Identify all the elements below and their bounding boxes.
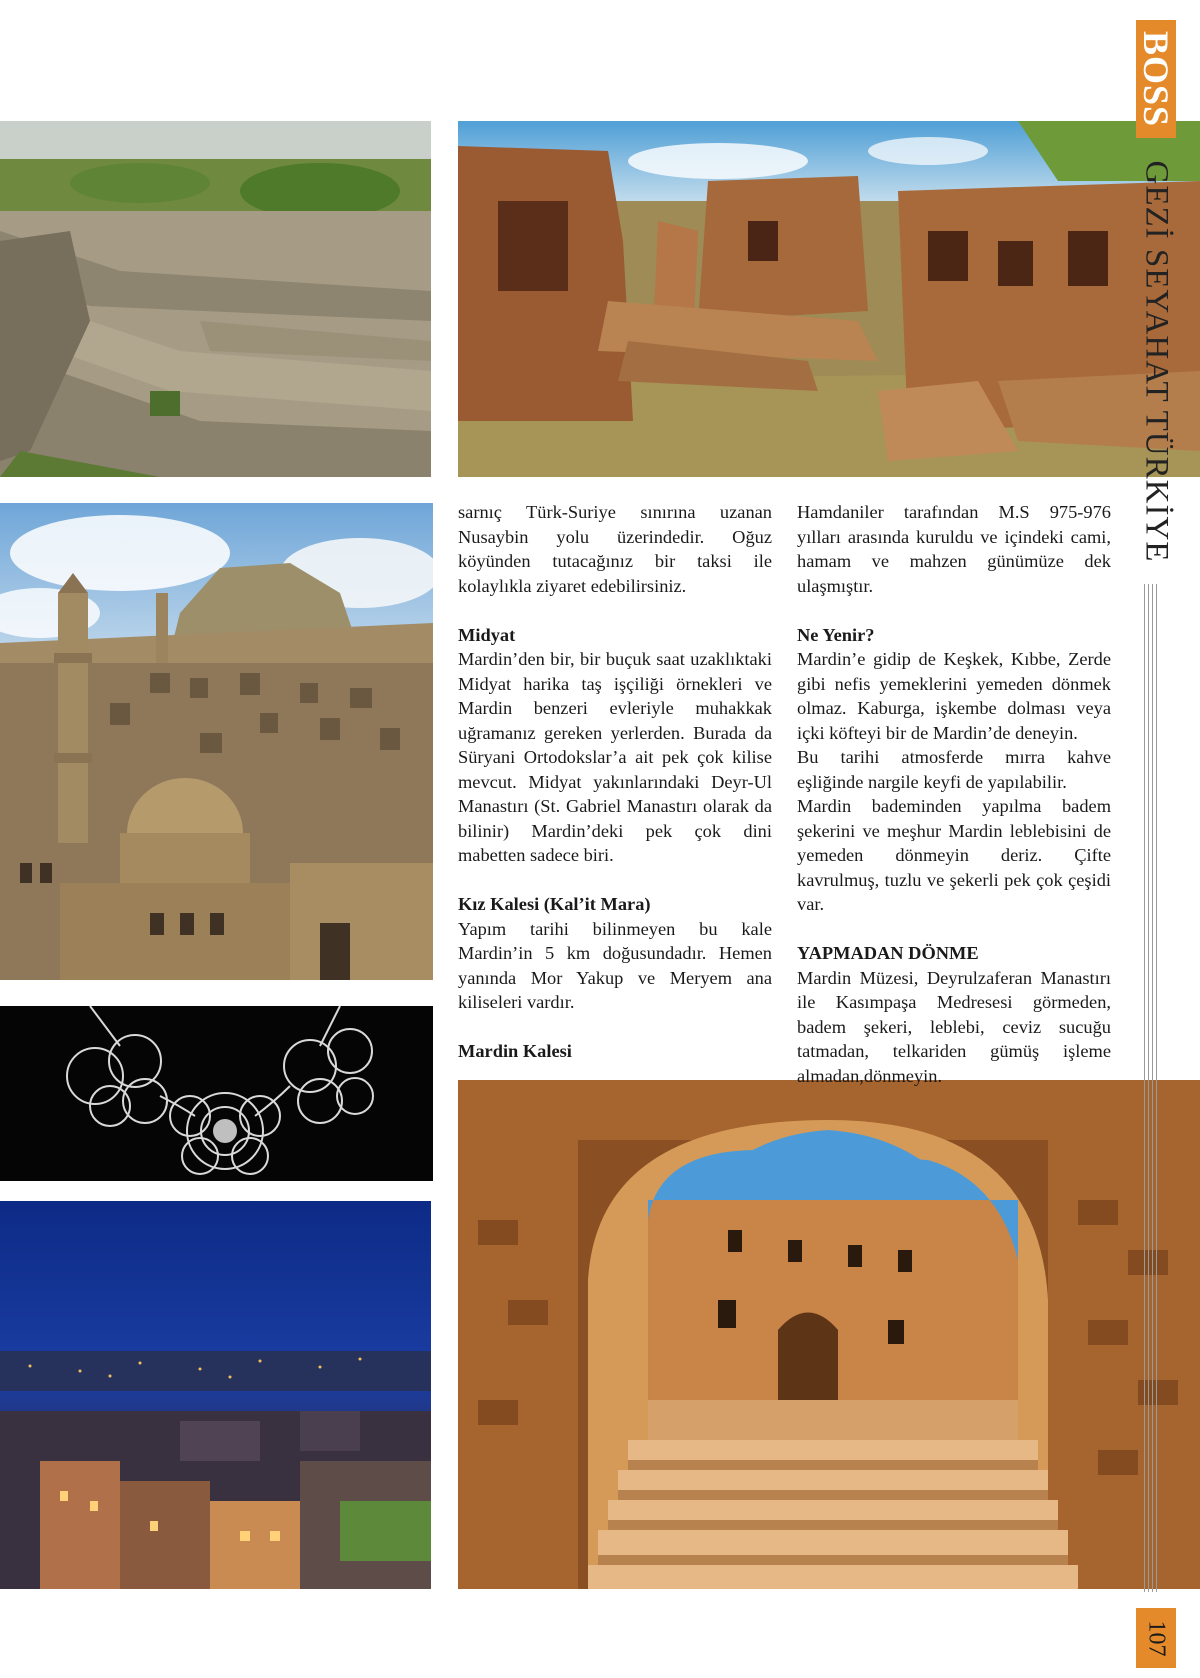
divider-line [1156, 584, 1157, 1592]
intro-paragraph: sarnıç Türk-Suriye sınırına uzanan Nusaybin yolu üzerindedir. Oğuz köyünden tutacağınız bir taksi ile kolaylıkla ziyaret edebilirsiniz. [458, 502, 772, 596]
article-left-column [458, 500, 772, 1064]
ne-yenir-heading: Ne Yenir? [797, 624, 875, 645]
ne-yenir-paragraph-3: Mardin bademinden yapılma badem şekerini ve meşhur Mardin leblebisini de yemeden dönmeyin deriz. Çifte kavrulmuş, tuzlu ve şekerli pek çok çeşidi var. [797, 796, 1111, 914]
yapmadan-donme-paragraph: Mardin Müzesi, Deyrulzaferan Manastırı ile Kasımpaşa Medresesi görmeden, badem şekeri, leblebi, ceviz sucuğu tatmadan, telkariden gümüş işleme almadan,dönmeyin. [797, 967, 1111, 1086]
kiz-kalesi-paragraph: Yapım tarihi bilinmeyen bu kale Mardin’in 5 km doğusundadır. Hemen yanında Mor Yakup ve Meryem ana kiliseleri vardır. [458, 918, 772, 1012]
page-number-tab [1136, 1608, 1176, 1668]
photo-telkari-jewelry [0, 1006, 433, 1181]
brand-tab [1136, 20, 1176, 138]
kiz-kalesi-heading: Kız Kalesi (Kal’it Mara) [458, 894, 651, 914]
section-title-label: GEZİ SEYAHAT TÜRKİYE [1138, 160, 1175, 562]
divider-line [1152, 584, 1153, 1592]
ne-yenir-paragraph-1: Mardin’e gidip de Keşkek, Kıbbe, Zerde gibi nefis yemeklerini yemeden dönmek olmaz. Kaburga, işkembe dolması veya içki köfteyi bir de Mardin’de deneyin. [797, 649, 1111, 743]
photo-dara-ruins [458, 121, 1200, 477]
divider-line [1144, 584, 1145, 1592]
midyat-paragraph: Mardin’den bir, bir buçuk saat uzaklıktaki Midyat harika taş işçiliği örnekleri ve Mardin benzeri evleriyle muhakkak uğramanız gereken yerlerden. Burada da Süryani Ortodokslar’a ait pek çok kilise mevcut. Midyat yakınlarındaki Deyr-Ul Manastırı (St. Gabriel Manastırı olarak da bilinir) Mardin’deki pek çok dini mabetten sadece biri. [458, 649, 772, 865]
mardin-kalesi-paragraph: Hamdaniler tarafından M.S 975-976 yılları arasında kuruldu ve içindeki cami, hamam ve mahzen günümüze dek ulaşmıştır. [797, 502, 1111, 596]
yapmadan-donme-heading: YAPMADAN DÖNME [797, 943, 979, 963]
photo-mardin-night [0, 1201, 431, 1589]
page-number: 107 [1143, 1620, 1170, 1656]
ne-yenir-paragraph-2: Bu tarihi atmosferde mırra kahve eşliğinde nargile keyfi de yapılabilir. [797, 747, 1111, 792]
brand-label: BOSS [1136, 30, 1176, 128]
divider-line [1148, 584, 1149, 1592]
section-title [1136, 146, 1176, 576]
photo-cistern-ruins [0, 121, 431, 477]
photo-deyrulzaferan-arch [458, 1080, 1200, 1589]
midyat-heading: Midyat [458, 624, 516, 645]
photo-mardin-old-town [0, 503, 433, 980]
mardin-kalesi-heading: Mardin Kalesi [458, 1041, 572, 1061]
article-right-column [797, 500, 1111, 1088]
